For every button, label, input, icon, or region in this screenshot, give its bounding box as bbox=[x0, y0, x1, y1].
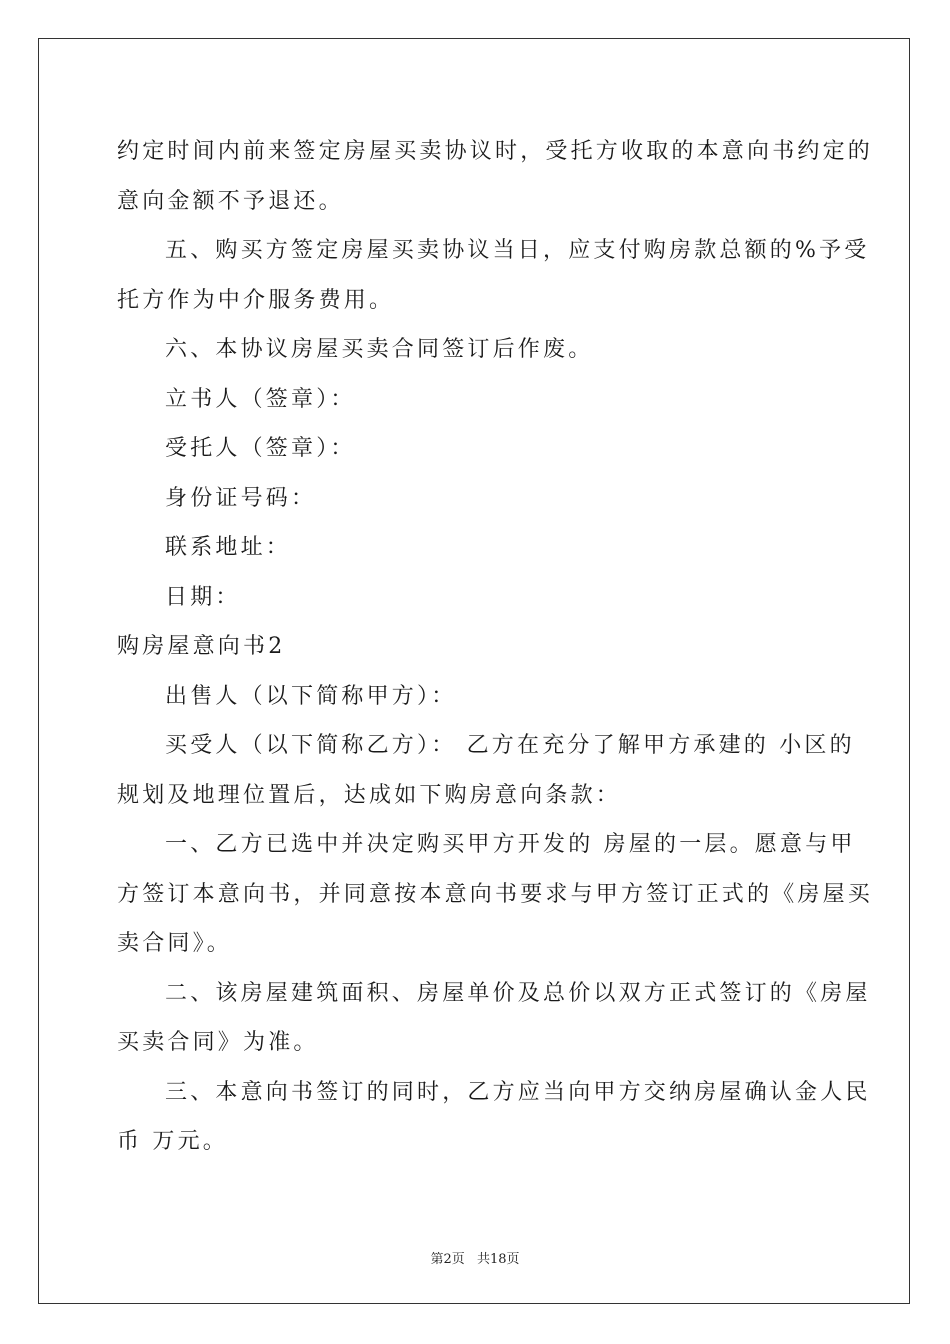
text-line: 方签订本意向书，并同意按本意向书要求与甲方签订正式的《房屋买 bbox=[117, 881, 874, 907]
document-body bbox=[117, 127, 874, 1167]
text-line: 三、本意向书签订的同时，乙方应当向甲方交纳房屋确认金人民 bbox=[165, 1079, 871, 1105]
text-line: 二、该房屋建筑面积、房屋单价及总价以双方正式签订的《房屋 bbox=[165, 980, 871, 1006]
text-line: 买卖合同》为准。 bbox=[117, 1030, 319, 1055]
page-footer bbox=[0, 1248, 950, 1267]
text-line: 规划及地理位置后，达成如下购房意向条款： bbox=[117, 782, 622, 808]
id-number-field-label: 身份证号码： bbox=[165, 485, 317, 511]
text-line: 约定时间内前来签定房屋买卖协议时，受托方收取的本意向书约定的 bbox=[117, 139, 874, 164]
section-title: 购房屋意向书2 bbox=[117, 634, 286, 659]
text-line: 出售人（以下简称甲方）： bbox=[165, 683, 457, 709]
text-line: 币 万元。 bbox=[117, 1129, 228, 1154]
text-line: 卖合同》。 bbox=[117, 931, 233, 956]
text-line: 五、购买方签定房屋买卖协议当日，应支付购房款总额的%予受 bbox=[165, 238, 870, 263]
text-line: 意向金额不予退还。 bbox=[117, 188, 344, 214]
date-field-label: 日期： bbox=[165, 584, 241, 610]
text-line: 托方作为中介服务费用。 bbox=[117, 287, 395, 313]
text-line: 买受人（以下简称乙方）： 乙方在充分了解甲方承建的 小区的 bbox=[165, 733, 855, 758]
text-line: 六、本协议房屋买卖合同签订后作废。 bbox=[165, 337, 594, 362]
page-total: 共18页 bbox=[476, 1252, 520, 1267]
text-line: 一、乙方已选中并决定购买甲方开发的 房屋的一层。愿意与甲 bbox=[165, 832, 856, 857]
signature-field-label: 受托人（签章）： bbox=[165, 436, 356, 461]
address-field-label: 联系地址： bbox=[165, 535, 292, 560]
signature-field-label: 立书人（签章）： bbox=[165, 386, 356, 412]
page-number: 第2页 bbox=[430, 1252, 465, 1267]
